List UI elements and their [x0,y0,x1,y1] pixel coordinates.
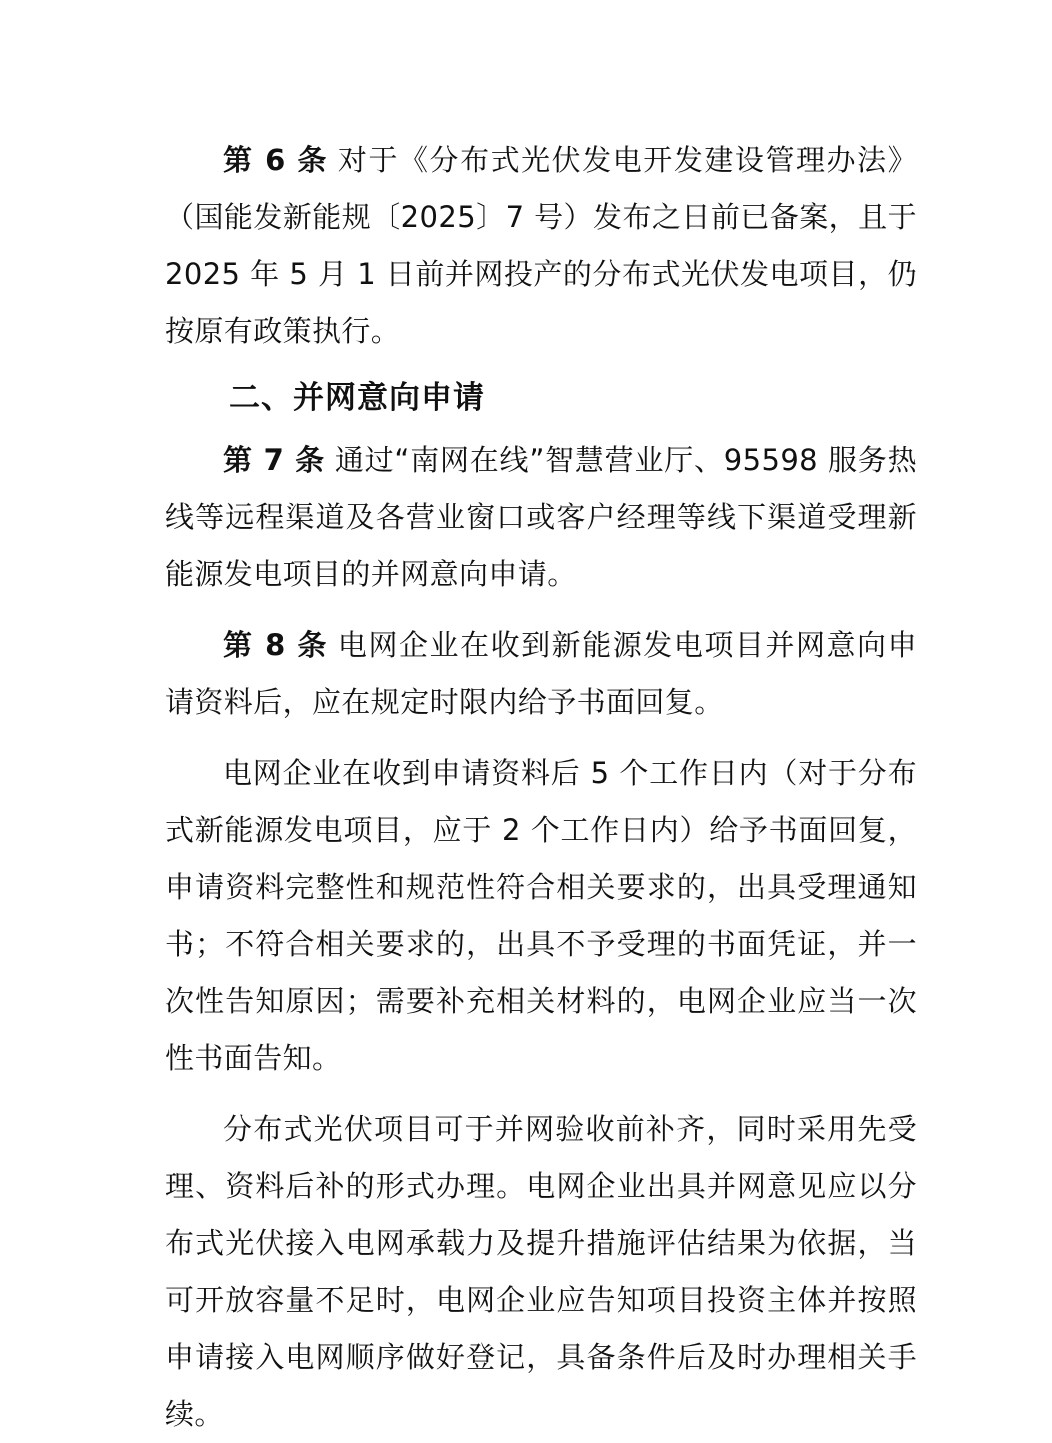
article-8-text: 电网企业在收到新能源发电项目并网意向申请资料后，应在规定时限内给予书面回复。 [165,628,917,719]
article-8-number: 第 8 条 [223,628,328,662]
article-6-paragraph [165,132,917,360]
article-7-text: 通过“南网在线”智慧营业厅、95598 服务热线等远程渠道及各营业窗口或客户经理等线下渠道受理新能源发电项目的并网意向申请。 [165,443,917,591]
section-heading-grid-intent-application: 二、并网意向申请 [229,380,485,416]
article-8-paragraph [165,617,917,731]
reply-timeline-paragraph: 电网企业在收到申请资料后 5 个工作日内（对于分布式新能源发电项目，应于 2 个工作日内）给予书面回复，申请资料完整性和规范性符合相关要求的，出具受理通知书；不符合相关要求的，出具不予受理的书面凭证，并一次性告知原因；需要补充相关材料的，电网企业应当一次性书面告知。 [165,756,917,1075]
document-body [165,132,917,1443]
article-6-number: 第 6 条 [223,143,328,177]
article-7-paragraph [165,432,917,603]
distributed-pv-paragraph: 分布式光伏项目可于并网验收前补齐，同时采用先受理、资料后补的形式办理。电网企业出具并网意见应以分布式光伏接入电网承载力及提升措施评估结果为依据，当可开放容量不足时，电网企业应告知项目投资主体并按照申请接入电网顺序做好登记，具备条件后及时办理相关手续。 [165,1112,917,1431]
article-7-number: 第 7 条 [223,443,325,477]
article-6-text: 对于《分布式光伏发电开发建设管理办法》（国能发新能规〔2025〕7 号）发布之日前已备案，且于 2025 年 5 月 1 日前并网投产的分布式光伏发电项目，仍按原有政策执行。 [165,143,917,348]
